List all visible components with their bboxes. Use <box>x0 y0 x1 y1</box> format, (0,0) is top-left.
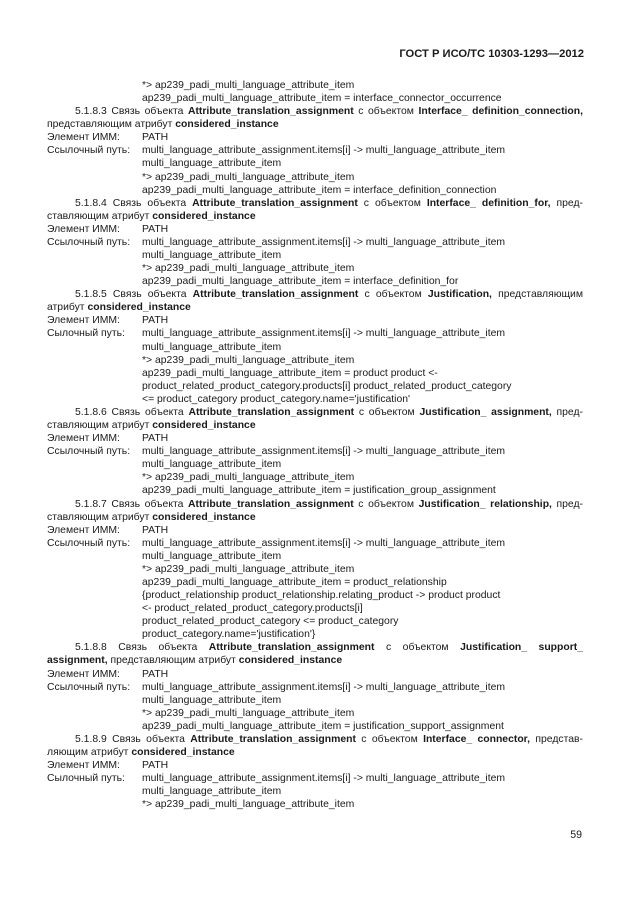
bold-term: Interface_ definition_for, <box>426 197 551 209</box>
path-line: *> ap239_padi_multi_language_attribute_item <box>142 799 355 811</box>
text-run: пред- <box>551 498 583 510</box>
section-heading-continuation <box>47 419 583 432</box>
field-value: PATH <box>142 668 169 680</box>
field-value: multi_language_attribute_assignment.items[i] -> multi_language_attribute_item <box>142 446 506 458</box>
labeled-line <box>47 537 583 550</box>
path-line: multi_language_attribute_item <box>142 786 282 798</box>
text-run: пред- <box>550 197 584 209</box>
field-value: multi_language_attribute_assignment.items[i] -> multi_language_attribute_item <box>142 537 506 549</box>
path-line: ap239_padi_multi_language_attribute_item = justification_support_assignment <box>142 720 504 732</box>
document-body <box>47 79 583 811</box>
labeled-line <box>47 223 583 236</box>
path-line: multi_language_attribute_item <box>142 158 282 170</box>
path-line: *> ap239_padi_multi_language_attribute_item <box>142 80 355 91</box>
bold-term: Justification, <box>427 289 492 301</box>
field-label: Элемент ИММ: <box>47 223 120 235</box>
path-line: *> ap239_padi_multi_language_attribute_item <box>142 263 355 275</box>
path-line: multi_language_attribute_item <box>142 341 282 353</box>
text-run: представляющим атрибут <box>107 655 239 667</box>
section-heading <box>47 197 583 210</box>
bold-term: Justification_ support_ <box>460 642 584 654</box>
text-run: 5.1.8.9 Связь объекта <box>75 733 191 745</box>
field-value: multi_language_attribute_assignment.items[i] -> multi_language_attribute_item <box>142 145 506 157</box>
path-line: ap239_padi_multi_language_attribute_item = interface_definition_connection <box>142 184 497 196</box>
bold-term: considered_instance <box>152 420 256 432</box>
field-label: Ссылочный путь: <box>47 446 131 458</box>
text-run: 5.1.8.4 Связь объекта <box>75 197 193 209</box>
labeled-line <box>47 314 583 327</box>
path-line: ap239_padi_multi_language_attribute_item = justification_group_assignment <box>142 485 496 497</box>
labeled-line <box>47 759 583 772</box>
labeled-line <box>47 144 583 157</box>
path-line: multi_language_attribute_item <box>142 550 282 562</box>
section-heading <box>47 641 583 654</box>
text-run: 5.1.8.5 Связь объекта <box>75 289 193 301</box>
path-line: ap239_padi_multi_language_attribute_item = interface_definition_for <box>142 276 459 288</box>
text-run: представляющим атрибут <box>47 119 176 131</box>
path-line: multi_language_attribute_item <box>142 250 282 262</box>
field-value: multi_language_attribute_assignment.items[i] -> multi_language_attribute_item <box>142 236 506 248</box>
path-line: {product_relationship product_relationship.relating_product -> product product <box>142 590 501 602</box>
path-line: multi_language_attribute_item <box>142 694 282 706</box>
bold-term: considered_instance <box>152 511 256 523</box>
page-number: 59 <box>570 829 582 841</box>
labeled-line <box>47 236 583 249</box>
bold-term: Attribute_translation_assignment <box>188 406 355 418</box>
field-label: Ссылочный путь: <box>47 537 131 549</box>
text-run: 5.1.8.3 Связь объекта <box>75 106 188 118</box>
section-heading <box>47 406 583 419</box>
text-run: с объектом <box>353 498 419 510</box>
field-label: Элемент ИММ: <box>47 760 120 772</box>
text-run: с объектом <box>357 197 427 209</box>
section-heading <box>47 498 583 511</box>
path-line: *> ap239_padi_multi_language_attribute_item <box>142 472 355 484</box>
path-line: ap239_padi_multi_language_attribute_item = product_relationship <box>142 576 447 588</box>
path-line: product_category.name='justification'} <box>142 629 316 641</box>
field-label: Элемент ИММ: <box>47 132 120 144</box>
bold-term: considered_instance <box>152 210 256 222</box>
field-label: Сылочный путь: <box>47 773 125 785</box>
field-label: Элемент ИММ: <box>47 668 120 680</box>
text-run: с объектом <box>354 406 420 418</box>
field-label: Элемент ИММ: <box>47 524 120 536</box>
path-line: product_related_product_category <= product_category <box>142 616 399 628</box>
bold-term: Attribute_translation_assignment <box>192 289 359 301</box>
section-heading-continuation <box>47 118 583 131</box>
labeled-line <box>47 772 583 785</box>
bold-term: Interface_ definition_connection, <box>418 106 584 118</box>
field-label: Ссылочный путь: <box>47 145 131 157</box>
section-heading-continuation <box>47 654 583 667</box>
labeled-line <box>47 524 583 537</box>
text-run: представляющим <box>491 289 583 301</box>
path-line: ap239_padi_multi_language_attribute_item = interface_connector_occurrence <box>142 93 502 105</box>
bold-term: Justification_ relationship, <box>418 498 552 510</box>
field-label: Ссылочный путь: <box>47 681 131 693</box>
bold-term: assignment, <box>47 655 108 667</box>
text-run: с объектом <box>353 106 419 118</box>
bold-term: considered_instance <box>87 302 191 314</box>
field-label: Элемент ИММ: <box>47 315 120 327</box>
section-heading <box>47 105 583 118</box>
bold-term: Attribute_translation_assignment <box>208 642 375 654</box>
bold-term: considered_instance <box>131 746 235 758</box>
field-label: Элемент ИММ: <box>47 433 120 445</box>
text-run: с объектом <box>374 642 461 654</box>
field-value: PATH <box>142 223 169 235</box>
text-run: с объектом <box>358 289 428 301</box>
section-heading <box>47 288 583 301</box>
field-label: Ссылочный путь: <box>47 236 131 248</box>
field-value: multi_language_attribute_assignment.items[i] -> multi_language_attribute_item <box>142 773 506 785</box>
field-value: PATH <box>142 315 169 327</box>
path-line: <- product_related_product_category.products[i] <box>142 603 363 615</box>
text-run: ляющим атрибут <box>47 746 132 758</box>
text-run: с объектом <box>355 733 424 745</box>
path-line: ap239_padi_multi_language_attribute_item = product product <- <box>142 367 438 379</box>
section-heading-continuation <box>47 746 583 759</box>
path-line: product_related_product_category.products[i] product_related_product_category <box>142 380 512 392</box>
text-run: ставляющим атрибут <box>47 511 153 523</box>
field-value: multi_language_attribute_assignment.items[i] -> multi_language_attribute_item <box>142 681 506 693</box>
text-run: представ- <box>530 733 583 745</box>
bold-term: Attribute_translation_assignment <box>187 106 354 118</box>
bold-term: considered_instance <box>238 655 343 667</box>
bold-term: Attribute_translation_assignment <box>190 733 356 745</box>
labeled-line <box>47 131 583 144</box>
section-heading-continuation <box>47 511 583 524</box>
field-value: PATH <box>142 132 169 144</box>
document-header: ГОСТ Р ИСО/ТС 10303-1293—2012 <box>399 48 584 60</box>
text-run: 5.1.8.8 Связь объекта <box>75 642 209 654</box>
path-line: *> ap239_padi_multi_language_attribute_item <box>142 354 355 366</box>
text-run: пред- <box>551 406 583 418</box>
labeled-line <box>47 445 583 458</box>
bold-term: Justification_ assignment, <box>419 406 552 418</box>
section-heading <box>47 733 583 746</box>
path-line: *> ap239_padi_multi_language_attribute_item <box>142 563 355 575</box>
text-run: ставляющим атрибут <box>47 210 153 222</box>
labeled-line <box>47 681 583 694</box>
bold-term: Attribute_translation_assignment <box>188 498 354 510</box>
section-heading-continuation <box>47 301 583 314</box>
bold-term: Attribute_translation_assignment <box>192 197 358 209</box>
text-run: атрибут <box>47 302 88 314</box>
field-value: PATH <box>142 524 169 536</box>
path-line: *> ap239_padi_multi_language_attribute_item <box>142 707 355 719</box>
field-value: PATH <box>142 433 169 445</box>
path-line: multi_language_attribute_item <box>142 459 282 471</box>
field-value: multi_language_attribute_assignment.items[i] -> multi_language_attribute_item <box>142 328 506 340</box>
text-run: 5.1.8.6 Связь объекта <box>75 406 189 418</box>
bold-term: considered_instance <box>175 119 279 131</box>
bold-term: Interface_ connector, <box>423 733 531 745</box>
labeled-line <box>47 432 583 445</box>
field-value: PATH <box>142 760 169 772</box>
labeled-line <box>47 327 583 340</box>
text-run: 5.1.8.7 Связь объекта <box>75 498 189 510</box>
section-heading-continuation <box>47 210 583 223</box>
path-line: *> ap239_padi_multi_language_attribute_item <box>142 171 355 183</box>
labeled-line <box>47 668 583 681</box>
text-run: ставляющим атрибут <box>47 420 153 432</box>
field-label: Сылочный путь: <box>47 328 125 340</box>
path-line: <= product_category product_category.name='justification' <box>142 393 411 405</box>
